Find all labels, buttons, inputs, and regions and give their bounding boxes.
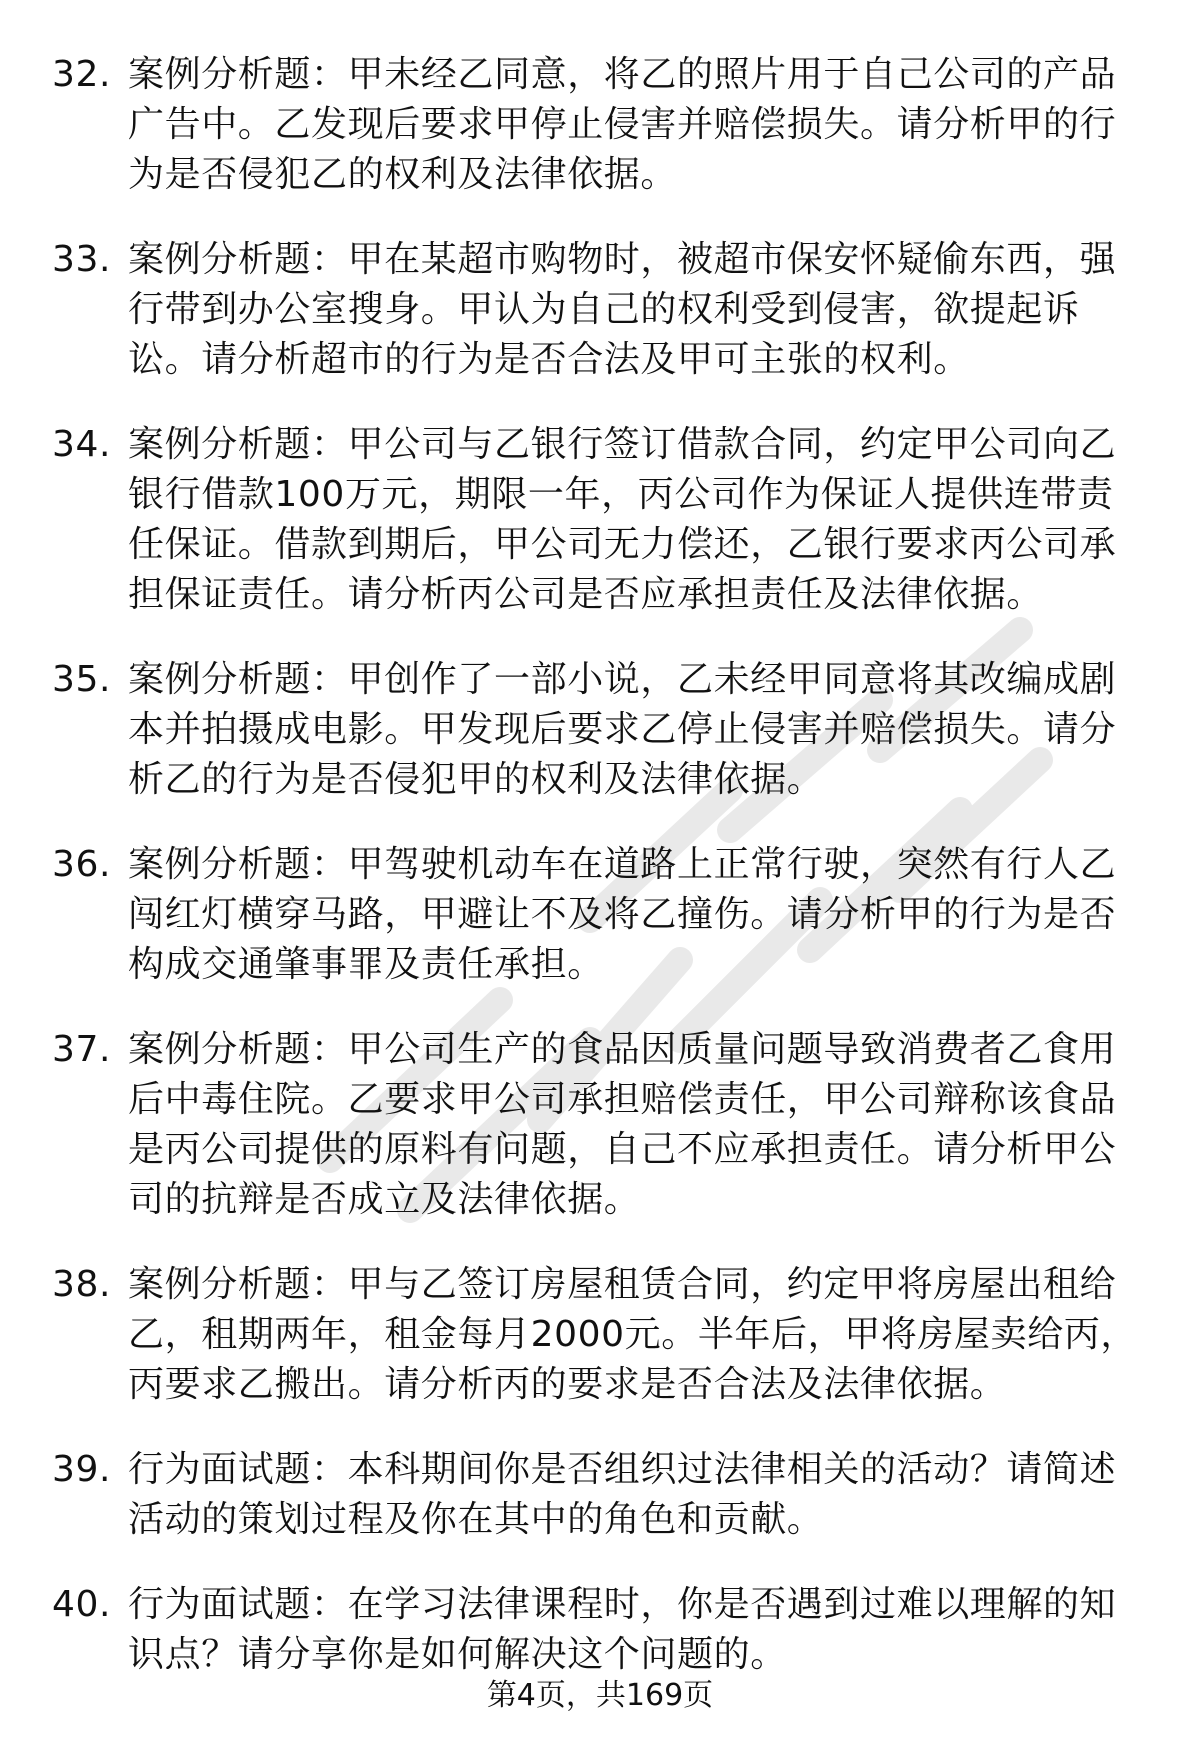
question-text: 案例分析题：甲创作了一部小说，乙未经甲同意将其改编成剧本并拍摄成电影。甲发现后要求乙停止侵害并赔偿损失。请分析乙的行为是否侵犯甲的权利及法律依据。 <box>128 659 1117 800</box>
question-text: 行为面试题：在学习法律课程时，你是否遇到过难以理解的知识点？请分享你是如何解决这个问题的。 <box>128 1584 1117 1675</box>
question-text: 行为面试题：本科期间你是否组织过法律相关的活动？请简述活动的策划过程及你在其中的角色和贡献。 <box>128 1449 1117 1540</box>
question-number: 38. <box>52 1264 112 1305</box>
question-number: 40. <box>52 1584 112 1625</box>
question-number: 37. <box>52 1029 112 1070</box>
question-text: 案例分析题：甲驾驶机动车在道路上正常行驶，突然有行人乙闯红灯横穿马路，甲避让不及将乙撞伤。请分析甲的行为是否构成交通肇事罪及责任承担。 <box>128 844 1117 985</box>
question-number: 39. <box>52 1449 112 1490</box>
question-text: 案例分析题：甲在某超市购物时，被超市保安怀疑偷东西，强行带到办公室搜身。甲认为自己的权利受到侵害，欲提起诉讼。请分析超市的行为是否合法及甲可主张的权利。 <box>128 239 1117 380</box>
question-item <box>0 1025 1200 1225</box>
question-item <box>0 235 1200 385</box>
question-item <box>0 1260 1200 1410</box>
question-item <box>0 655 1200 805</box>
question-number: 33. <box>52 239 112 280</box>
question-item <box>0 1580 1200 1680</box>
question-number: 32. <box>52 54 112 95</box>
question-item <box>0 420 1200 620</box>
question-item <box>0 840 1200 990</box>
question-text: 案例分析题：甲公司与乙银行签订借款合同，约定甲公司向乙银行借款100万元，期限一年，丙公司作为保证人提供连带责任保证。借款到期后，甲公司无力偿还，乙银行要求丙公司承担保证责任。请分析丙公司是否应承担责任及法律依据。 <box>128 424 1117 615</box>
question-text: 案例分析题：甲未经乙同意，将乙的照片用于自己公司的产品广告中。乙发现后要求甲停止侵害并赔偿损失。请分析甲的行为是否侵犯乙的权利及法律依据。 <box>128 54 1117 195</box>
question-number: 36. <box>52 844 112 885</box>
question-number: 34. <box>52 424 112 465</box>
question-item <box>0 1445 1200 1545</box>
question-list <box>0 50 1200 1715</box>
page-footer: 第4页，共169页 <box>486 1678 714 1713</box>
question-text: 案例分析题：甲公司生产的食品因质量问题导致消费者乙食用后中毒住院。乙要求甲公司承担赔偿责任，甲公司辩称该食品是丙公司提供的原料有问题，自己不应承担责任。请分析甲公司的抗辩是否成立及法律依据。 <box>128 1029 1117 1220</box>
question-item <box>0 50 1200 200</box>
question-text: 案例分析题：甲与乙签订房屋租赁合同，约定甲将房屋出租给乙，租期两年，租金每月2000元。半年后，甲将房屋卖给丙，丙要求乙搬出。请分析丙的要求是否合法及法律依据。 <box>128 1264 1138 1405</box>
question-number: 35. <box>52 659 112 700</box>
